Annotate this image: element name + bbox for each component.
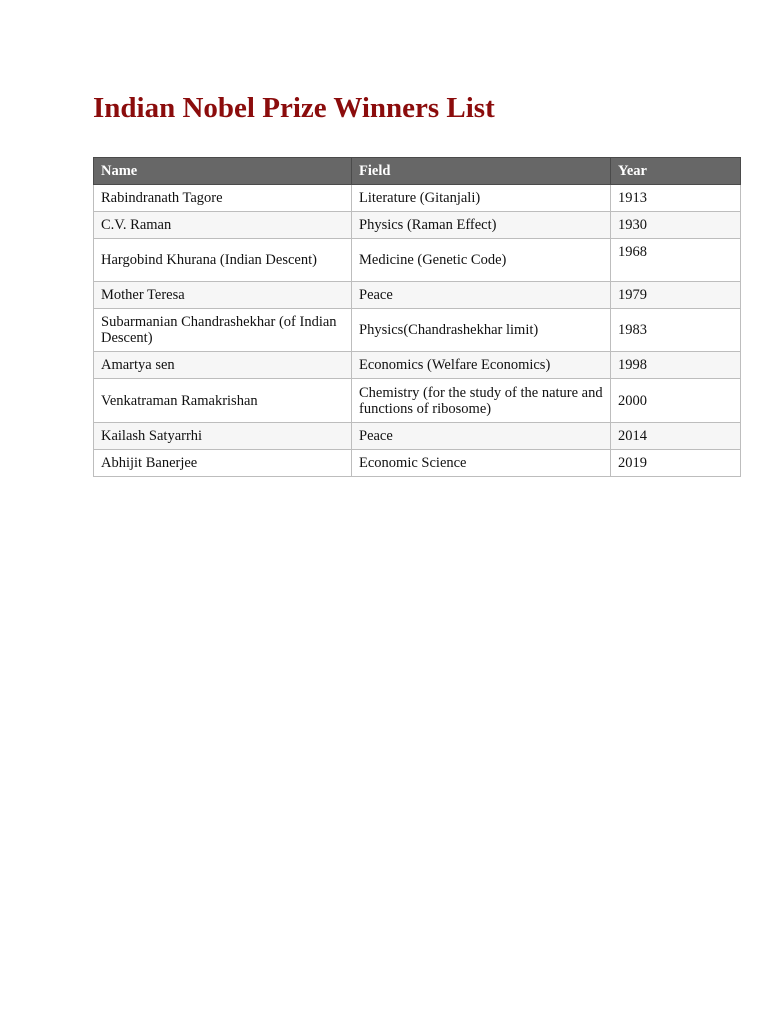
winners-table	[93, 157, 741, 477]
table-row	[94, 185, 741, 212]
cell-year: 1983	[611, 309, 741, 352]
cell-year: 1968	[611, 239, 741, 282]
page-title: Indian Nobel Prize Winners List	[93, 92, 495, 124]
header-year: Year	[611, 158, 741, 185]
cell-field: Economic Science	[352, 450, 611, 477]
cell-name: Hargobind Khurana (Indian Descent)	[94, 239, 352, 282]
cell-name: C.V. Raman	[94, 212, 352, 239]
table-row	[94, 423, 741, 450]
table-row	[94, 212, 741, 239]
cell-year: 1930	[611, 212, 741, 239]
cell-field: Literature (Gitanjali)	[352, 185, 611, 212]
cell-name: Mother Teresa	[94, 282, 352, 309]
cell-name: Abhijit Banerjee	[94, 450, 352, 477]
cell-name: Kailash Satyarrhi	[94, 423, 352, 450]
table-row	[94, 309, 741, 352]
header-field: Field	[352, 158, 611, 185]
cell-field: Physics (Raman Effect)	[352, 212, 611, 239]
cell-name: Amartya sen	[94, 352, 352, 379]
cell-name: Rabindranath Tagore	[94, 185, 352, 212]
cell-field: Physics(Chandrashekhar limit)	[352, 309, 611, 352]
cell-field: Economics (Welfare Economics)	[352, 352, 611, 379]
table-row	[94, 450, 741, 477]
cell-year: 1913	[611, 185, 741, 212]
cell-year: 1998	[611, 352, 741, 379]
cell-field: Medicine (Genetic Code)	[352, 239, 611, 282]
cell-field: Peace	[352, 282, 611, 309]
table-row	[94, 352, 741, 379]
table-row	[94, 239, 741, 282]
cell-field: Chemistry (for the study of the nature and functions of ribosome)	[352, 379, 611, 423]
cell-year: 2019	[611, 450, 741, 477]
cell-name: Subarmanian Chandrashekhar (of Indian Descent)	[94, 309, 352, 352]
header-name: Name	[94, 158, 352, 185]
cell-name: Venkatraman Ramakrishan	[94, 379, 352, 423]
table-header-row	[94, 158, 741, 185]
table-row	[94, 379, 741, 423]
cell-year: 2000	[611, 379, 741, 423]
cell-field: Peace	[352, 423, 611, 450]
cell-year: 1979	[611, 282, 741, 309]
table-row	[94, 282, 741, 309]
cell-year: 2014	[611, 423, 741, 450]
